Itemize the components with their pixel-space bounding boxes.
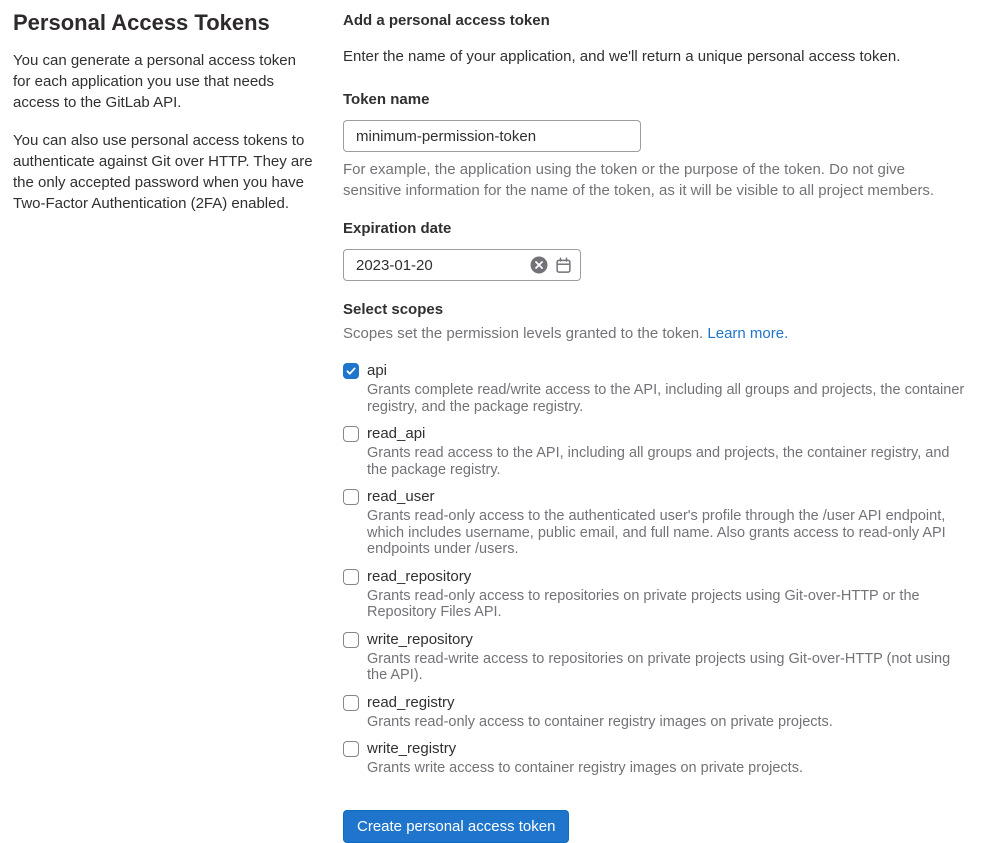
calendar-icon (555, 257, 572, 274)
scope-checkbox[interactable] (343, 489, 359, 505)
scope-item (343, 567, 965, 621)
scope-item (343, 361, 965, 415)
scope-label[interactable]: read_registry (367, 693, 455, 711)
scope-checkbox[interactable] (343, 695, 359, 711)
clear-icon (530, 256, 548, 274)
expiration-date-input[interactable] (356, 257, 530, 274)
token-name-label: Token name (343, 91, 430, 108)
add-token-form (343, 10, 965, 843)
scope-item (343, 630, 965, 684)
scope-item (343, 424, 965, 478)
scope-description: Grants read-only access to repositories on private projects using Git-over-HTTP or the Repository Files API. (367, 587, 920, 620)
scope-checkbox[interactable] (343, 363, 359, 379)
page-description-paragraph: You can generate a personal access token for each application you use that needs access to the GitLab API. (13, 52, 296, 111)
scope-list (343, 361, 965, 777)
scope-label[interactable]: write_repository (367, 630, 473, 648)
token-name-input[interactable] (343, 120, 641, 152)
form-heading: Add a personal access token (343, 12, 550, 29)
select-scopes-label: Select scopes (343, 301, 444, 318)
learn-more-link[interactable]: Learn more. (707, 325, 789, 342)
open-calendar-button[interactable] (555, 257, 572, 274)
clear-date-button[interactable] (530, 256, 548, 274)
checkmark-icon (345, 365, 357, 377)
scope-label[interactable]: api (367, 362, 388, 379)
scope-description: Grants read-write access to repositories on private projects using Git-over-HTTP (not using the API). (367, 650, 951, 683)
scope-description: Grants write access to container registry images on private projects. (367, 760, 803, 776)
scope-description: Grants complete read/write access to the API, including all groups and projects, the container registry, and the package registry. (367, 382, 965, 415)
scope-item (343, 739, 965, 777)
scope-label[interactable]: read_repository (367, 567, 472, 585)
scope-label[interactable]: read_user (367, 488, 435, 505)
form-intro: Enter the name of your application, and we'll return a unique personal access token. (343, 48, 901, 65)
page-description-paragraph: You can also use personal access tokens to authenticate against Git over HTTP. They are the only accepted password when you have Two-Factor Authentication (2FA) enabled. (13, 132, 313, 212)
expiration-date-field[interactable] (343, 249, 581, 281)
scope-description: Grants read-only access to container registry images on private projects. (367, 713, 833, 730)
scope-label[interactable]: read_api (367, 425, 426, 442)
page-title: Personal Access Tokens (13, 10, 270, 35)
scope-checkbox[interactable] (343, 569, 359, 585)
scope-checkbox[interactable] (343, 632, 359, 648)
settings-description-column (13, 10, 315, 843)
scope-description: Grants read access to the API, including all groups and projects, the container registry, and the package registry. (367, 445, 950, 478)
token-name-help: For example, the application using the token or the purpose of the token. Do not give sensitive information for the name of the token, as it will be visible to all project members. (343, 161, 935, 199)
scopes-hint (343, 326, 965, 342)
expiration-date-label: Expiration date (343, 220, 452, 237)
create-token-button[interactable]: Create personal access token (343, 810, 569, 843)
scope-checkbox[interactable] (343, 426, 359, 442)
scope-description: Grants read-only access to the authenticated user's profile through the /user API endpoint, which includes username, public email, and full name. Also grants access to read-only API endpoints under /users. (367, 508, 946, 557)
scope-label[interactable]: write_registry (367, 740, 457, 757)
scopes-hint-text: Scopes set the permission levels granted to the token. (343, 325, 704, 342)
scope-item (343, 487, 965, 558)
scope-item (343, 693, 965, 731)
scope-checkbox[interactable] (343, 741, 359, 757)
